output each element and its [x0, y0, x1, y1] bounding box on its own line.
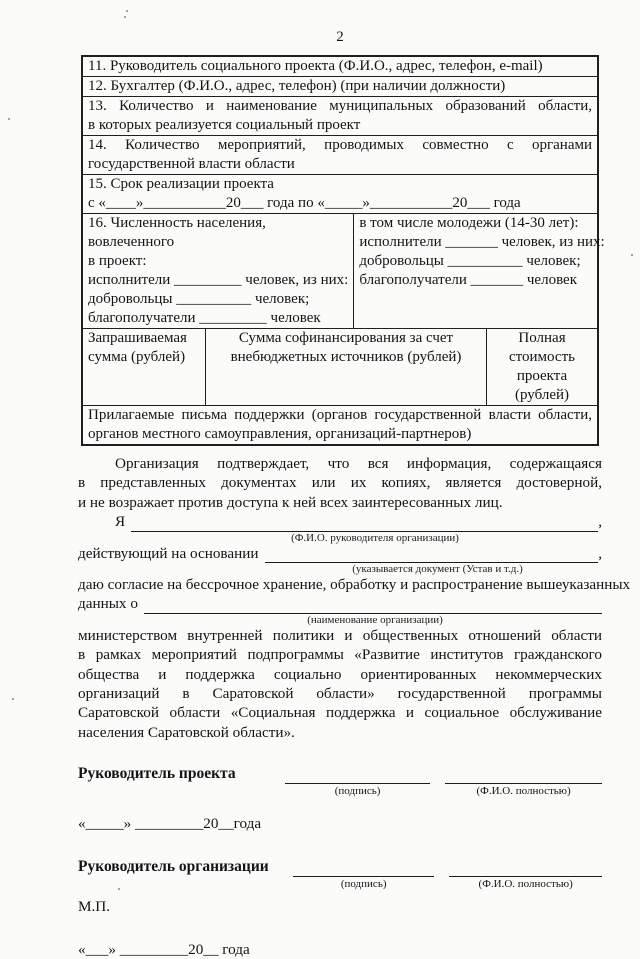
scan-speck [124, 16, 126, 18]
text-line: Запрашиваемая [88, 330, 187, 346]
text-line: в рамках мероприятий подпрограммы «Развитие институтов гражданского [78, 646, 602, 664]
fill-in-line [265, 545, 599, 563]
stamp-placeholder: М.П. [78, 898, 111, 916]
text-line: Полная стоимость [509, 330, 575, 365]
table-row-13 [83, 97, 597, 136]
fio-line [445, 767, 602, 784]
text-line: добровольцы __________ человек; [88, 291, 310, 307]
fill-in-caption: (Ф.И.О. руководителя организации) [291, 531, 459, 544]
scan-speck [12, 698, 14, 700]
fill-in-caption: (наименование организации) [307, 613, 443, 626]
table-cell-requested-amount [83, 329, 205, 405]
text-line: Организация подтверждает, что вся информация, содержащаяся [115, 455, 602, 472]
page-number: 2 [336, 29, 344, 45]
text-line: в проект: [88, 253, 147, 269]
table-cell-population-total [83, 214, 353, 328]
spacer [434, 877, 449, 891]
table-row-15 [83, 175, 597, 214]
text-line: исполнители _________ человек, из них: [88, 272, 349, 288]
table-cell-population-youth [353, 214, 609, 328]
head-name-fill-row [78, 512, 602, 531]
spacer [430, 764, 445, 784]
table-row-14 [83, 136, 597, 175]
text-line: благополучатели _________ человек [88, 310, 321, 326]
i-label: Я [115, 513, 126, 531]
fill-in-caption: (указывается документ (Устав и т.д.) [352, 563, 523, 576]
acting-basis-fill-row [78, 544, 602, 563]
text-line: добровольцы __________ человек; [359, 253, 581, 269]
table-row-support-letters [83, 406, 597, 444]
application-table [81, 55, 605, 446]
text-line: в которых реализуется социальный проект [88, 117, 361, 133]
signature-caption: (подпись) [340, 878, 387, 891]
org-name-label: данных о [78, 595, 138, 613]
table-row-11 [83, 57, 597, 77]
fill-in-line [131, 514, 598, 532]
project-lead-date: «_____» _________20__года [78, 815, 262, 833]
project-lead-label: Руководитель проекта [78, 765, 236, 783]
table-cell-full-cost [486, 329, 597, 405]
text-line: проекта (рублей) [514, 368, 570, 403]
text-line: сумма (рублей) [88, 349, 186, 365]
org-lead-signature-block [78, 857, 602, 891]
org-name-fill-row [78, 594, 602, 613]
text-line: и не возражает против доступа к ней всех заинтересованных лиц. [78, 493, 503, 511]
text-line: 15. Срок реализации проекта [88, 176, 274, 192]
text-line: даю согласие на бессрочное хранение, обработку и распространение вышеуказанных [78, 576, 631, 594]
text-line: благополучатели _______ человек [359, 272, 578, 288]
text-line: государственной власти области [88, 156, 295, 172]
text-line: 11. Руководитель социального проекта (Ф.И.О., адрес, телефон, e-mail) [88, 58, 543, 74]
text-line: министерством внутренней политики и общественных отношений области [78, 626, 602, 644]
acting-basis-label: действующий на основании [78, 544, 259, 562]
table-row-12 [83, 77, 597, 97]
org-lead-date: «___» _________20__ года [78, 941, 250, 959]
project-lead-signature-block [78, 764, 602, 798]
text-line: населения Саратовской области». [78, 723, 295, 741]
text-line: в том числе молодежи (14-30 лет): [359, 215, 579, 231]
text-line: исполнители _______ человек, из них: [359, 234, 605, 250]
signature-line [285, 767, 430, 784]
signature-caption: (подпись) [334, 785, 381, 798]
text-line: в представленных документах или их копиях, является достоверной, [78, 474, 602, 492]
text-line: внебюджетных источников (рублей) [230, 349, 462, 365]
comma: , [598, 544, 602, 562]
fio-caption: (Ф.И.О. полностью) [476, 785, 571, 798]
scan-speck [8, 118, 10, 120]
fio-line [449, 860, 602, 877]
date-range-blanks: с «____»___________20___ года по «_____»___________20___ года [88, 195, 521, 211]
text-line: 12. Бухгалтер (Ф.И.О., адрес, телефон) (при наличии должности) [88, 78, 506, 94]
program-paragraph [78, 626, 602, 742]
spacer [78, 784, 285, 798]
spacer [430, 784, 445, 798]
consent-line [78, 575, 631, 594]
scan-speck [631, 254, 633, 256]
text-line: общества и поддержка социально ориентированных некоммерческих [78, 665, 602, 683]
text-line: органов местного самоуправления, организаций-партнеров) [88, 426, 472, 442]
text-line: 14. Количество мероприятий, проводимых совместно с органами [88, 137, 592, 153]
text-line: Саратовской области «Социальная поддержка и социальное обслуживание [78, 704, 602, 722]
page-content [78, 0, 631, 959]
org-lead-label: Руководитель организации [78, 858, 269, 876]
table-row-amounts [83, 329, 597, 406]
comma: , [598, 513, 602, 531]
fio-caption: (Ф.И.О. полностью) [478, 878, 573, 891]
table-row-16 [83, 214, 605, 329]
scan-speck [126, 10, 128, 12]
text-line: 16. Численность населения, вовлеченного [88, 215, 266, 250]
signature-line [293, 860, 434, 877]
spacer [434, 857, 449, 877]
scan-speck [118, 888, 120, 890]
table-cell-cofinancing-amount [205, 329, 486, 405]
declaration-paragraph [78, 454, 602, 512]
spacer [78, 877, 293, 891]
text-line: Прилагаемые письма поддержки (органов государственной власти области, [88, 407, 592, 423]
text-line: организаций в Саратовской области» государственной программы [78, 685, 602, 703]
text-line: Сумма софинансирования за счет [238, 330, 454, 346]
fill-in-line [144, 596, 602, 614]
text-line: 13. Количество и наименование муниципальных образований области, [88, 98, 592, 114]
